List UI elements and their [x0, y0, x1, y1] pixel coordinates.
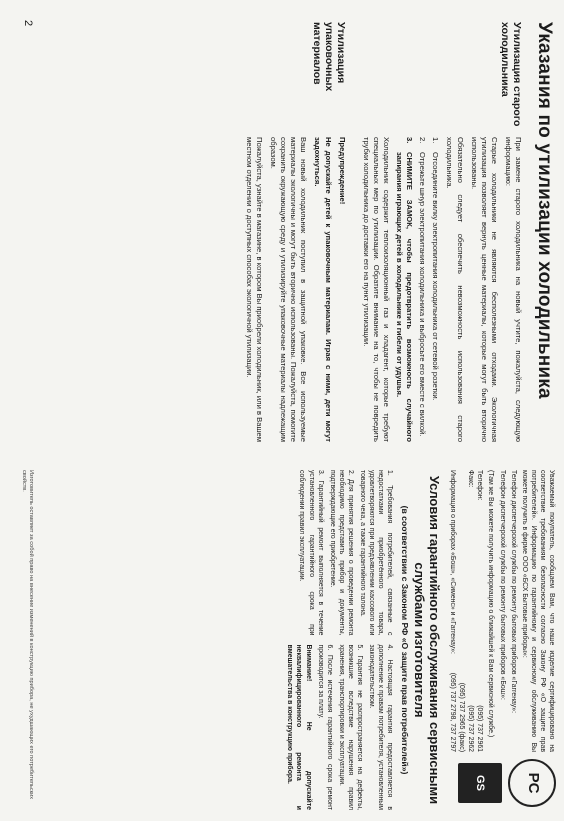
- warning-text: Не допускайте детей к упаковочным материалам. Играя с ними, дети могут задохнуться.: [313, 137, 333, 442]
- phone-row: Факс: (095) 737 2962: [467, 470, 475, 752]
- phone-row: (095) 737 2965 (факс): [458, 682, 466, 752]
- paragraph: Старые холодильники не являются бесполезными отходами. Экологичная утилизация позволяет вернуть ценные материалы, которые могут быть вторично использованы.: [469, 137, 499, 442]
- paragraph: Пожалуйста, узнайте в магазине, в котором Вы приобрели холодильник, или в Вашем местном отделении о доступных способах экологичной утилизации.: [244, 137, 265, 442]
- list-item: 2. Отрежьте шнур электропитания холодильника и выбросьте его вместе с вилкой.: [418, 137, 428, 437]
- page-number: 2: [22, 20, 34, 27]
- paragraph: Обязательно следует обеспечить невозможность использования старого холодильника.: [445, 137, 465, 442]
- service-intro: Уважаемый покупатель, сообщаем Вам, что наше изделие сертифицировано на соответствие требованиям безопасности согласно Закону РФ «О защите прав потребителей». Информацию по гарантийному и сервисному обслуживанию Вы можете получить в фирме ООО «БСХ Бытовые приборы»: Телефон диспетчерской службы по ремонту бытовых приборов «Гаггенау»: Телефон диспетчерской службы по ремонту бытовых приборов «Бош»: (Там же Вы можете получить информацию о ближайшей к Вам сервисной службе.): [487, 470, 555, 752]
- paragraph: При замене старого холодильника на новый учтите, пожалуйста, следующую информацию:: [503, 137, 523, 442]
- section-old-fridge: [357, 22, 523, 442]
- phone-row: Информация о приборах «Бош», «Сименс» и «Гаггенау»: (095) 737 2798, 737 2797: [449, 470, 457, 752]
- section-body: [357, 137, 523, 442]
- gs-stamp-logo: GS: [458, 763, 502, 803]
- warranty-subheading: (в соответствии с Законом РФ «О защите прав потребителей»): [400, 505, 411, 775]
- list-item: 1. Отсоедините вилку электропитания холодильника от сетевой розетки.: [431, 137, 441, 401]
- warranty-col-1: 1. Требования потребителей, связанные с недостатками приобретённого товара, удовлетворяются при предъявлении кассового или товарного чека, а также гарантийного талона. 2. Для принятия решения о проведении ремонта необходимо представить прибор и документы, подтверждающие его приобретение. 3. Гарантийный ремонт выполняется в течение установленного гарантийного срока при соблюдении правил эксплуатации.: [298, 470, 394, 636]
- footnote: Изготовитель оставляет за собой право на внесение изменений в конструкцию прибора, не ухудшающих его потребительских свойств.: [21, 470, 34, 800]
- paragraph: Ваш новый холодильник поступил в защитной упаковке. Все используемые материалы экологичны и могут быть вторично использованы. Пожалуйста, помогите сохранить окружающую среду и утилизируйте упаковочные материалы надлежащим образом.: [269, 137, 309, 442]
- warranty-col-2: 4. Настоящая гарантия предоставляется в дополнение к правам потребителя, установленным законодательством. 5. Гарантия не распространяется на дефекты, возникшие вследствие нарушения правил хранения, транспортировки и эксплуатации. 6. После истечения гарантийного срока ремонт производится за плату. Внимание! Не допускайте неквалифицированного ремонта и вмешательства в конструкцию прибора.: [286, 644, 394, 810]
- left-column: [16, 22, 556, 442]
- section-heading: Утилизация старого холодильника: [499, 22, 523, 127]
- section-body: [240, 137, 347, 442]
- certification-logos: [458, 756, 556, 810]
- section-heading: Утилизация упаковочных материалов: [310, 22, 347, 92]
- right-column: [16, 470, 556, 810]
- list-item: 3. СНИМИТЕ ЗАМОК, чтобы предотвратить возможность случайного запирания играющих детей в холодильнике и гибели от удушья.: [395, 137, 415, 442]
- pct-certification-logo: PC: [508, 759, 556, 807]
- section-packaging: [240, 22, 347, 442]
- warranty-heading: Условия гарантийного обслуживания сервисными службами изготовителя: [412, 475, 443, 805]
- warning-title: Предупреждение!: [337, 137, 347, 205]
- paragraph: Холодильник содержит теплоизоляционный газ и хладагент, которые требуют специальных мер по утилизации. Обратите внимание на то, чтобы не повредить трубки холодильника до доставки его на пункт утилизации.: [361, 137, 391, 442]
- warranty-columns: [282, 470, 394, 810]
- phone-row: Телефон: (095) 737 2961: [476, 470, 484, 752]
- page-title: Указания по утилизации холодильника: [534, 22, 555, 399]
